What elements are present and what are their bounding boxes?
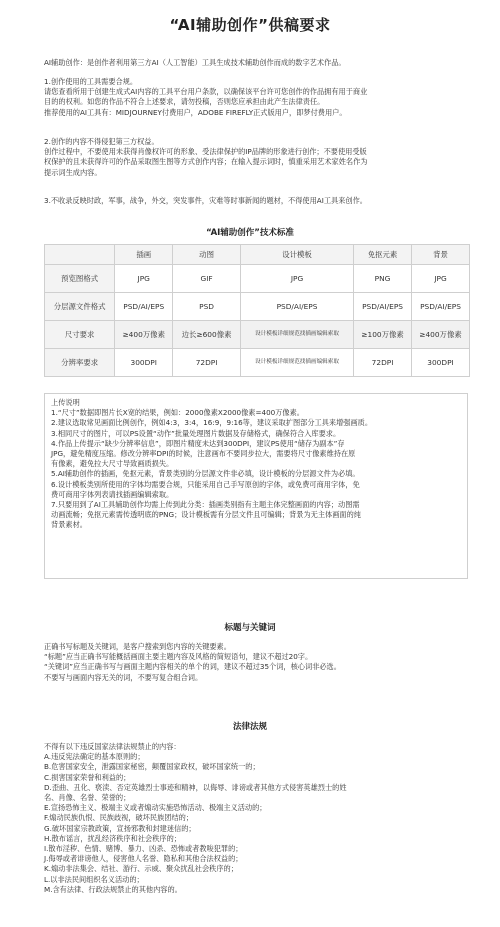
keywords-line: 正确书写标题及关键词，是客户搜索到您内容的关键要素。 <box>44 642 231 651</box>
requirement-2-heading: 2.创作的内容不得侵犯第三方权益。 <box>44 137 159 146</box>
law-line: A.违反宪法确定的基本原则的； <box>44 752 145 762</box>
table-cell: 300DPI <box>115 349 173 377</box>
column-header: 背景 <box>412 245 470 265</box>
column-header: 插画 <box>115 245 173 265</box>
keywords-section <box>44 642 470 683</box>
intro-paragraph <box>44 58 470 68</box>
note-line: 背景素材。 <box>51 520 87 530</box>
row-header: 分辨率要求 <box>45 349 115 377</box>
requirement-2-line: 提示词生成内容。 <box>44 167 102 177</box>
law-line: G.破坏国家宗教政策，宣扬邪教和封建迷信的； <box>44 823 196 833</box>
law-line: M.含有法律、行政法规禁止的其他内容的。 <box>44 884 182 894</box>
note-line: 6.设计模板类别所使用的字体均需要合规，只能采用自己手写原创的字体，或免费可商用字体，免 <box>51 479 360 489</box>
table-cell: 设计模板详细规范找插画编辑索取 <box>240 349 353 377</box>
law-line: C.损害国家荣誉和利益的； <box>44 772 131 782</box>
note-line: 2.建议选取常见画面比例创作，例如4:3，3:4，16:9，9:16等，建议采取扩图部分工具来增强画质。 <box>51 418 373 428</box>
law-line: B.危害国家安全，泄露国家秘密，颠覆国家政权，破坏国家统一的； <box>44 762 260 772</box>
law-title: 法律法规 <box>232 722 267 732</box>
table-cell: 边长≥600像素 <box>173 321 241 349</box>
law-line: I.散布淫秽、色情、赌博、暴力、凶杀、恐怖或者教唆犯罪的； <box>44 844 243 854</box>
requirement-2 <box>44 137 470 178</box>
note-line: 7.只要用到了AI工具辅助创作均需上传到此分类：插画类别指有主题主体完整画面的内容；动图需 <box>51 500 360 510</box>
column-header: 设计模板 <box>240 245 353 265</box>
requirement-3-line: 3.不收录反映时政，军事，战争，外交，突发事件，灾难等时事新闻的题材，不得使用AI工具来创作。 <box>44 196 367 205</box>
table-corner-cell <box>45 245 115 265</box>
table-cell: PSD/AI/EPS <box>240 293 353 321</box>
requirement-1-heading: 1.创作使用的工具需要合规。 <box>44 77 138 86</box>
table-row <box>45 321 470 349</box>
law-line: E.宣扬恐怖主义、极端主义或者煽动实施恐怖活动、极端主义活动的； <box>44 803 267 813</box>
note-line: 3.相同尺寸的图片，可以PS设置“动作”批量处理图片数据及存储格式，确保符合入库要求。 <box>51 428 341 438</box>
law-section <box>44 742 470 895</box>
requirement-1-line: 推荐使用的AI工具有：MIDJOURNEY付费用户，ADOBE FIREFLY正式版用户，即梦付费用户。 <box>44 107 347 117</box>
column-header: 动图 <box>173 245 241 265</box>
table-cell: JPG <box>115 265 173 293</box>
note-line: 1.“尺寸”数据即图片长X宽的结果，例如：2000像素X2000像素=400万像素。 <box>51 408 304 418</box>
keywords-line: 不要写与画面内容无关的词，不要写复合组合词。 <box>44 672 203 682</box>
law-line: L.以非法民间组织名义活动的； <box>44 874 144 884</box>
row-header: 预览图格式 <box>45 265 115 293</box>
note-line: 4.作品上传提示“缺少分辨率信息”，即图片精度未达到300DPI，建议PS使用“储存为副本”存 <box>51 438 345 448</box>
requirement-1-line: 请您查看所用于创建生成式AI内容的工具平台用户条款，以确保该平台许可您创作的作品拥有用于商业 <box>44 87 368 97</box>
table-row <box>45 265 470 293</box>
table-cell: 300DPI <box>412 349 470 377</box>
table-cell: 设计模板详细规范找插画编辑索取 <box>240 321 353 349</box>
table-cell: JPG <box>412 265 470 293</box>
intro-text: AI辅助创作：是创作者利用第三方AI（人工智能）工具生成技术辅助创作而成的数字艺术作品。 <box>44 58 346 67</box>
table-cell: PSD/AI/EPS <box>115 293 173 321</box>
table-cell: PSD/AI/EPS <box>412 293 470 321</box>
column-header: 免抠元素 <box>354 245 412 265</box>
keywords-line: “标题”应当正确书写能概括画面主要主题内容及风格的简短语句，建议不超过20字。 <box>44 652 313 662</box>
note-line: 动画流畅；免抠元素需传透明底的PNG；设计模板需有分层文件且可编辑；背景为无主体画面的纯 <box>51 510 361 520</box>
law-line: 不得有以下违反国家法律法规禁止的内容： <box>44 742 181 751</box>
note-line: 有像素，避免拉大尺寸导致画质损失。 <box>51 459 174 469</box>
requirement-2-line: 创作过程中，不要使用未获得肖像权许可的形象、受法律保护的IP品牌的形象进行创作；不要使用受版 <box>44 147 367 157</box>
table-header-row <box>45 245 470 265</box>
note-line: 5.AI辅助创作的插画，免抠元素，背景类别的分层源文件非必填，设计模板的分层源文件为必填。 <box>51 469 360 479</box>
table-cell: PSD/AI/EPS <box>354 293 412 321</box>
table-cell: ≥400万像素 <box>412 321 470 349</box>
keywords-line: “关键词”应当正确书写与画面主题内容相关的单个的词，建议不超过35个词，核心词非必选。 <box>44 662 341 672</box>
table-row <box>45 293 470 321</box>
law-line: J.侮辱或者诽谤他人，侵害他人名誉、隐私和其他合法权益的； <box>44 854 243 864</box>
requirement-1 <box>44 77 470 118</box>
standards-title: “AI辅助创作”技术标准 <box>206 228 294 238</box>
notes-heading: 上传说明 <box>51 398 80 407</box>
table-cell: JPG <box>240 265 353 293</box>
requirement-2-line: 权保护的且未获得许可的作品采取图生图等方式创作内容；在输入提示词时，慎重采用艺术家姓名作为 <box>44 157 368 167</box>
standards-table <box>44 244 470 377</box>
note-line: JPG，避免精度压缩。修改分辨率DPI的时候，注意画布不要同步拉大，需要将尺寸像素维持在原 <box>51 449 356 459</box>
table-cell: PNG <box>354 265 412 293</box>
law-line: D.歪曲、丑化、亵渎、否定英雄烈士事迹和精神，以侮辱、诽谤或者其他方式侵害英雄烈士的姓 <box>44 782 347 792</box>
law-line: 名、肖像、名誉、荣誉的； <box>44 793 131 803</box>
row-header: 分层源文件格式 <box>45 293 115 321</box>
table-cell: 72DPI <box>354 349 412 377</box>
row-header: 尺寸要求 <box>45 321 115 349</box>
table-cell: GIF <box>173 265 241 293</box>
requirement-3 <box>44 196 470 206</box>
table-cell: PSD <box>173 293 241 321</box>
table-row <box>45 349 470 377</box>
page-title: “AI辅助创作”供稿要求 <box>169 16 331 34</box>
upload-notes-box <box>44 393 468 579</box>
table-cell: ≥400万像素 <box>115 321 173 349</box>
law-line: K.煽动非法集会、结社、游行、示威、聚众扰乱社会秩序的； <box>44 864 238 874</box>
table-cell: ≥100万像素 <box>354 321 412 349</box>
note-line: 费可商用字体列表请找插画编辑索取。 <box>51 489 174 499</box>
requirement-1-line: 目的的权利。如您的作品不符合上述要求，请勿投稿，否则您应承担由此产生法律责任。 <box>44 97 325 107</box>
keywords-title: 标题与关键词 <box>224 623 276 633</box>
law-line: F.煽动民族仇恨、民族歧视，破坏民族团结的； <box>44 813 194 823</box>
law-line: H.散布谣言，扰乱经济秩序和社会秩序的； <box>44 833 181 843</box>
table-cell: 72DPI <box>173 349 241 377</box>
